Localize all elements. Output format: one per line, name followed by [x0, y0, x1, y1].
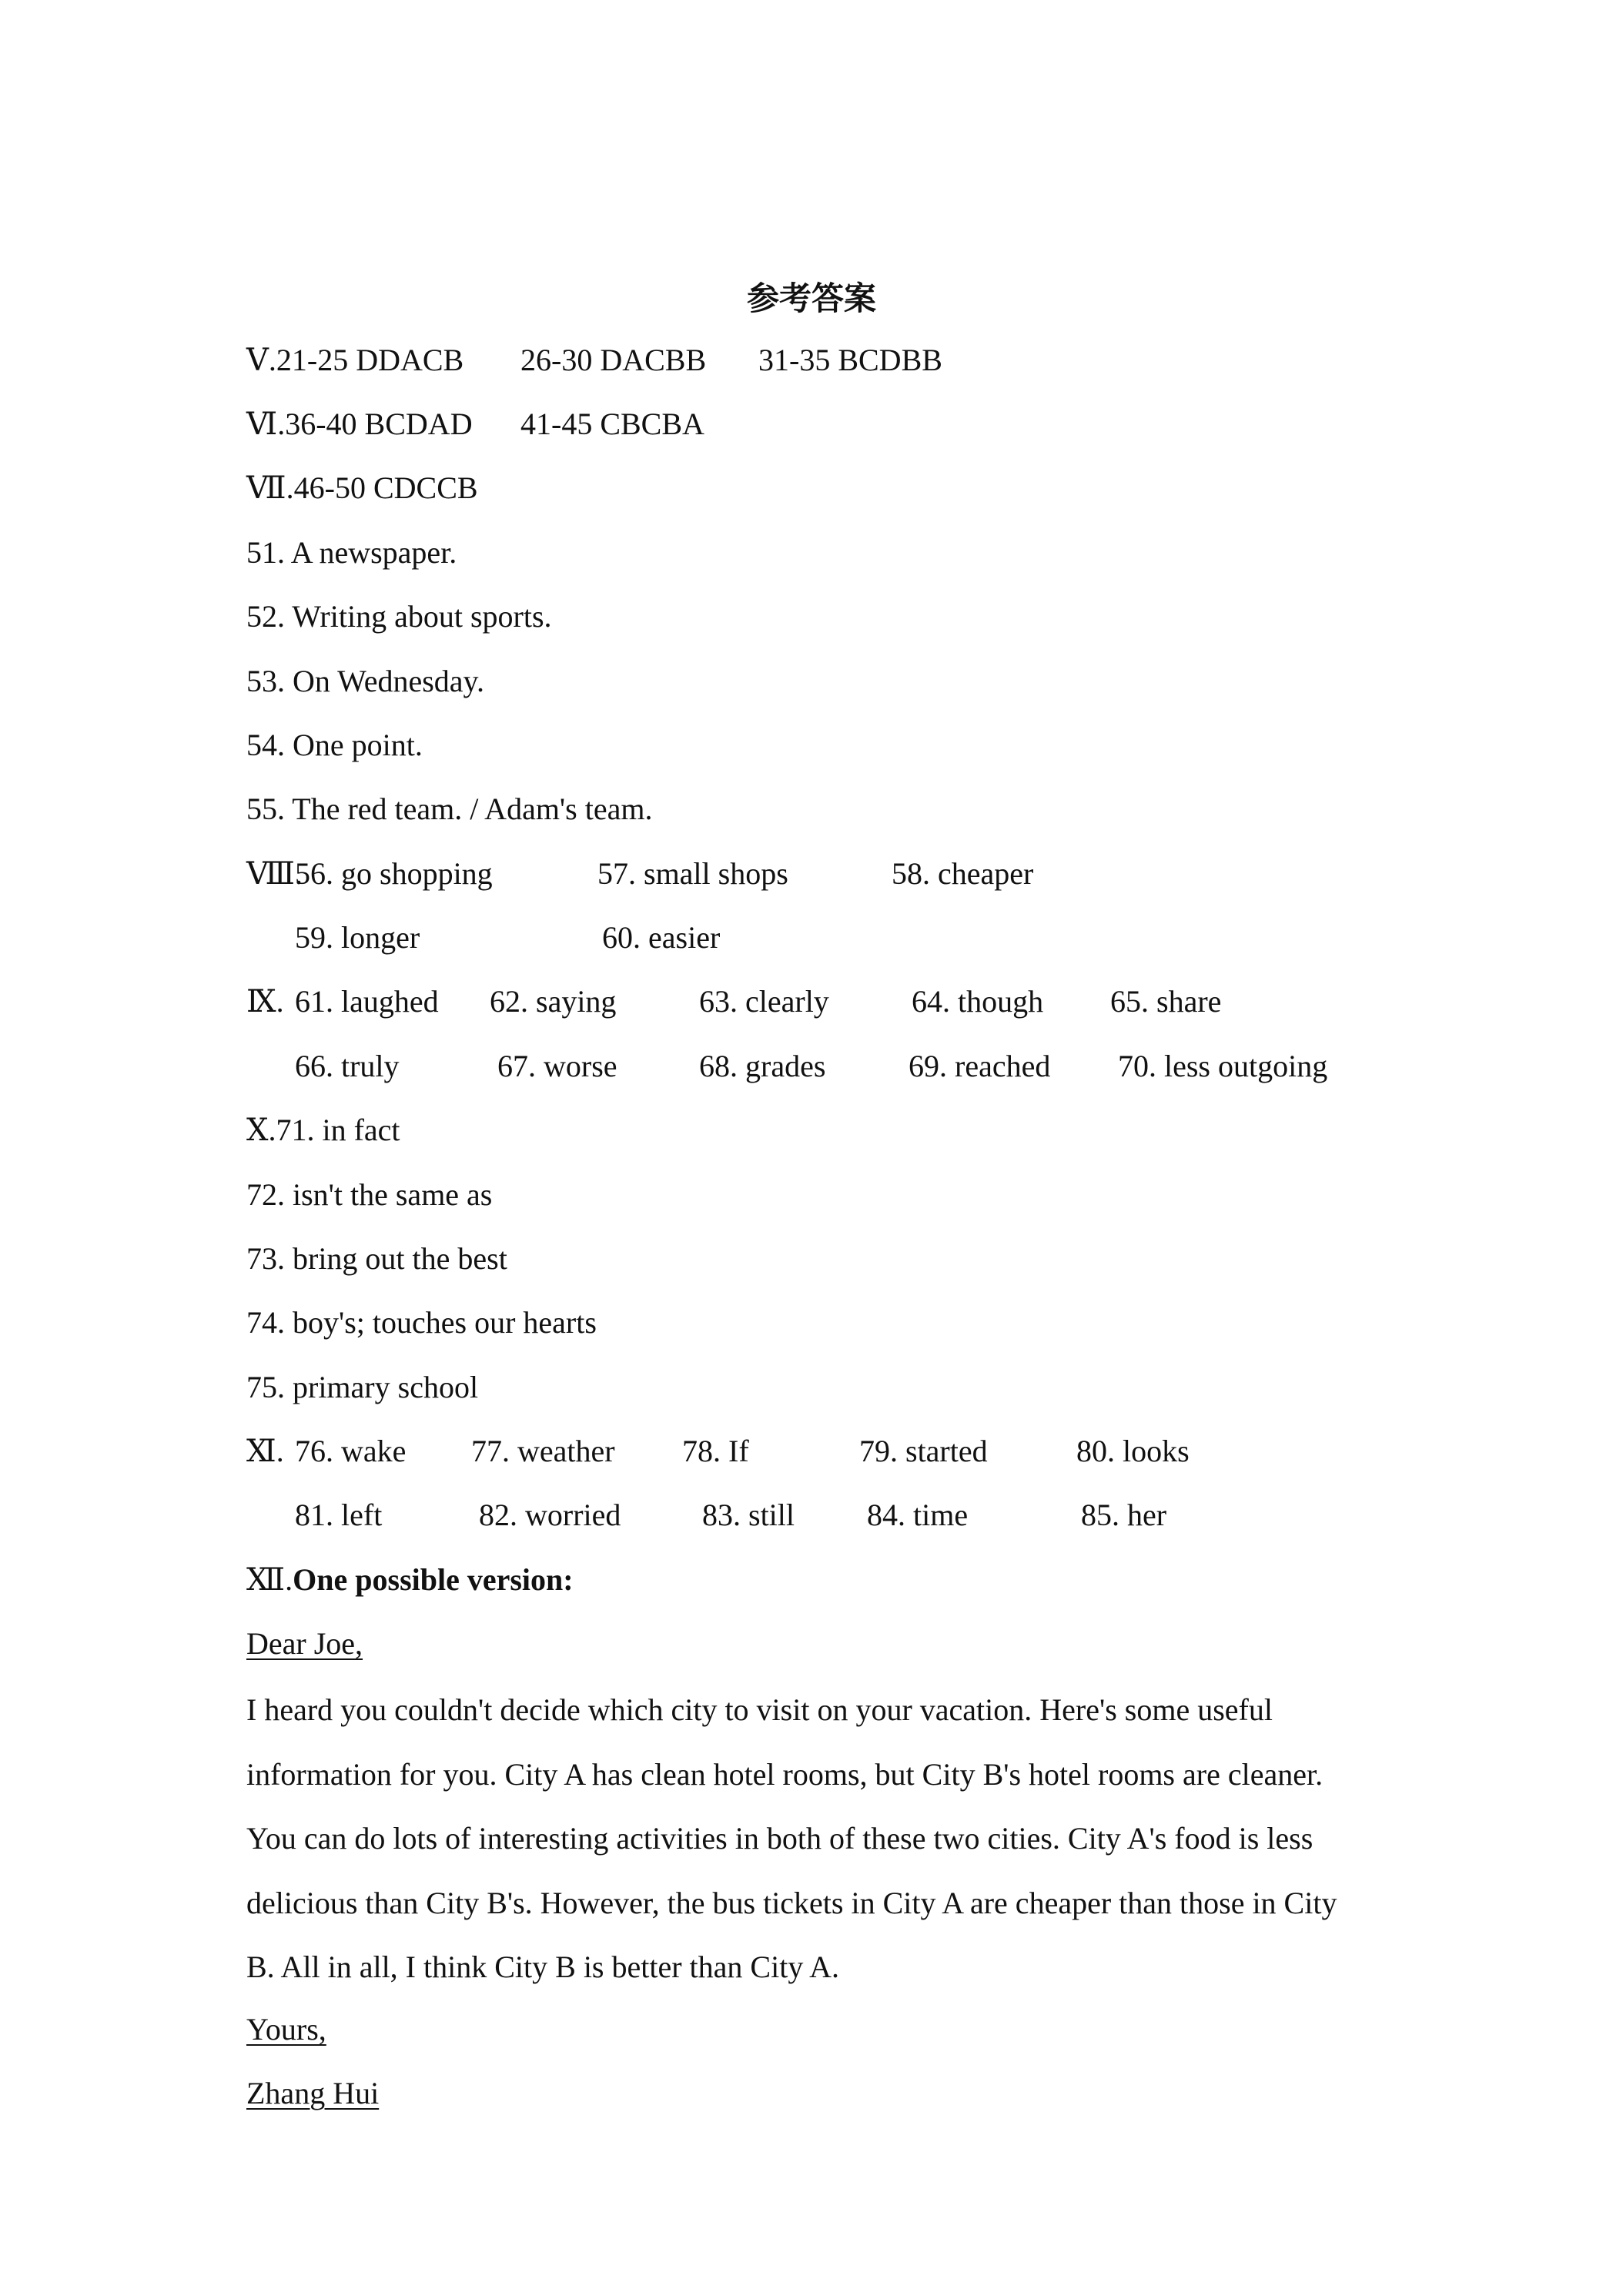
answer-81: 81. left — [295, 1498, 383, 1532]
answers-26-30: 26-30 DACBB — [520, 343, 707, 377]
letter-greeting: Dear Joe, — [246, 1626, 363, 1661]
letter-body: I heard you couldn't decide which city to visit on your vacation. Here's some useful information for you. City A has clean hotel rooms, but City B's hotel rooms are cleaner. You can do lots of interesting activities in both of these two cities. City A's food is less delicious than City B's. However, the bus tickets in City A are cheaper than those in City B. All in all, I think City B is better than City A. — [246, 1692, 1337, 1984]
section-5-line — [246, 345, 463, 376]
answer-61: 61. laughed — [295, 984, 439, 1019]
answer-83: 83. still — [702, 1498, 795, 1532]
answer-78: 78. If — [682, 1434, 749, 1468]
answer-67: 67. worse — [497, 1049, 617, 1083]
answer-79: 79. started — [859, 1434, 988, 1468]
page-title: 参考答案 — [746, 279, 876, 317]
answer-68: 68. grades — [699, 1049, 826, 1083]
answer-85: 85. her — [1081, 1498, 1167, 1532]
section-7-number: Ⅶ. — [246, 470, 294, 505]
answer-82: 82. worried — [479, 1498, 621, 1532]
answer-75: 75. primary school — [246, 1370, 479, 1404]
letter-signature: Zhang Hui — [246, 2076, 380, 2110]
answers-31-35: 31-35 BCDBB — [758, 343, 942, 377]
answer-80: 80. looks — [1076, 1434, 1190, 1468]
answer-66: 66. truly — [295, 1049, 400, 1083]
answer-70: 70. less outgoing — [1118, 1049, 1328, 1083]
section-12-line — [246, 1562, 574, 1597]
answer-58: 58. cheaper — [892, 856, 1034, 891]
answer-53: 53. On Wednesday. — [246, 664, 484, 698]
section-11-number: Ⅺ. — [246, 1434, 284, 1468]
section-10-line — [246, 1115, 400, 1146]
answer-84: 84. time — [867, 1498, 969, 1532]
answer-59: 59. longer — [295, 920, 420, 955]
answer-73: 73. bring out the best — [246, 1241, 507, 1276]
answer-62: 62. saying — [490, 984, 617, 1019]
answer-60: 60. easier — [602, 920, 721, 955]
answers-41-45: 41-45 CBCBA — [520, 407, 704, 441]
answer-64: 64. though — [912, 984, 1044, 1019]
answer-71: 71. in fact — [276, 1113, 400, 1147]
section-5-number: Ⅴ. — [246, 343, 276, 377]
answers-46-50: 46-50 CDCCB — [293, 470, 478, 505]
section-12-number: Ⅻ. — [246, 1562, 293, 1597]
section-6-line — [246, 409, 473, 440]
section-8-number: Ⅷ. — [246, 856, 303, 891]
answer-54: 54. One point. — [246, 728, 423, 762]
writing-label: One possible version: — [293, 1562, 574, 1597]
answer-51: 51. A newspaper. — [246, 535, 457, 570]
section-10-number: Ⅹ. — [246, 1113, 276, 1147]
answer-69: 69. reached — [909, 1049, 1051, 1083]
section-6-number: Ⅵ. — [246, 407, 286, 441]
answer-76: 76. wake — [295, 1434, 407, 1468]
section-7-line — [246, 470, 478, 505]
answer-74: 74. boy's; touches our hearts — [246, 1305, 597, 1340]
answer-52: 52. Writing about sports. — [246, 599, 552, 634]
answer-63: 63. clearly — [699, 984, 829, 1019]
answer-77: 77. weather — [471, 1434, 615, 1468]
answers-36-40: 36-40 BCDAD — [285, 407, 473, 441]
answers-21-25: 21-25 DDACB — [276, 343, 464, 377]
answer-65: 65. share — [1110, 984, 1222, 1019]
answer-55: 55. The red team. / Adam's team. — [246, 792, 653, 826]
section-9-number: Ⅸ. — [246, 984, 284, 1019]
answer-56: 56. go shopping — [295, 856, 493, 891]
letter-closing: Yours, — [246, 2012, 326, 2047]
answer-57: 57. small shops — [597, 856, 788, 891]
answer-72: 72. isn't the same as — [246, 1177, 493, 1212]
